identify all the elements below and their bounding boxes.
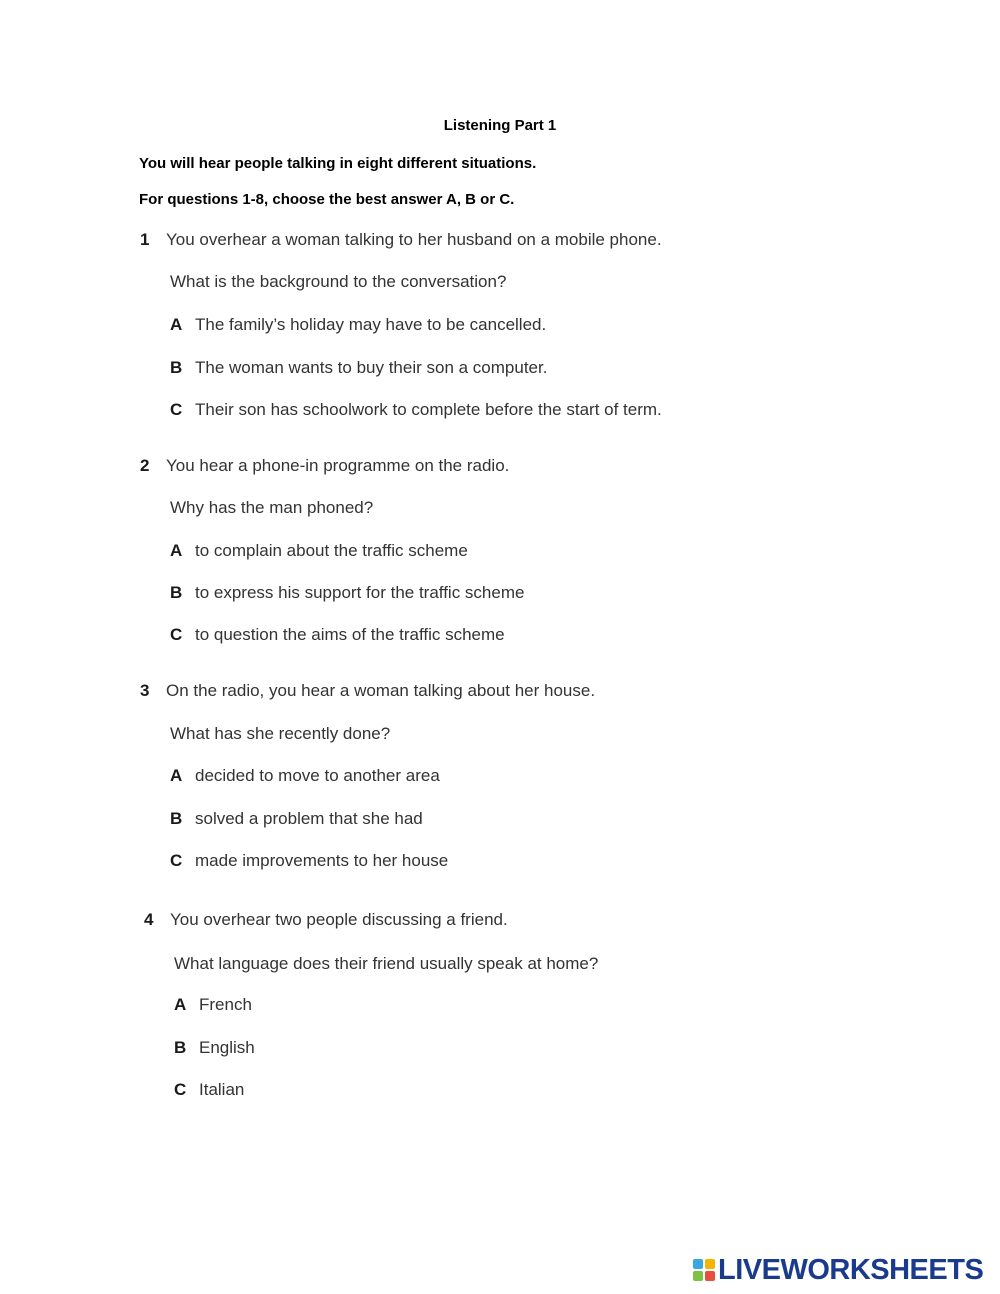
option-text: decided to move to another area — [195, 766, 440, 785]
question-2-stem — [140, 456, 509, 476]
question-number: 4 — [144, 910, 154, 929]
option-letter: B — [170, 809, 183, 828]
option-text: to question the aims of the traffic scheme — [195, 625, 505, 644]
question-2-option-c[interactable] — [170, 625, 505, 645]
question-number: 1 — [140, 230, 150, 249]
option-letter: C — [170, 400, 183, 419]
option-letter: B — [170, 358, 183, 377]
question-4-option-b[interactable] — [174, 1038, 255, 1058]
option-letter: A — [170, 315, 183, 334]
instruction-situations: You will hear people talking in eight different situations. — [139, 155, 537, 172]
question-3-option-b[interactable] — [170, 809, 423, 829]
question-1-prompt: What is the background to the conversation? — [170, 272, 507, 291]
page-title: Listening Part 1 — [443, 117, 557, 134]
option-letter: B — [170, 583, 183, 602]
option-text: to express his support for the traffic scheme — [195, 583, 525, 602]
logo-mark-icon — [693, 1259, 715, 1281]
question-2-option-a[interactable] — [170, 541, 468, 561]
question-4-option-c[interactable] — [174, 1080, 244, 1100]
option-letter: A — [170, 541, 183, 560]
logo-text: LIVEWORKSHEETS — [718, 1253, 984, 1286]
question-text: You overhear a woman talking to her husband on a mobile phone. — [166, 230, 662, 249]
option-letter: B — [174, 1038, 187, 1057]
option-text: solved a problem that she had — [195, 809, 423, 828]
question-1-stem — [140, 230, 662, 250]
option-letter: A — [170, 766, 183, 785]
option-letter: C — [170, 851, 183, 870]
option-text: made improvements to her house — [195, 851, 449, 870]
option-text: English — [199, 1038, 255, 1057]
question-4-option-a[interactable] — [174, 995, 252, 1015]
logo-square-blue — [693, 1259, 703, 1269]
question-3-option-c[interactable] — [170, 851, 448, 871]
instruction-choose: For questions 1-8, choose the best answer A, B or C. — [139, 191, 515, 208]
option-letter: A — [174, 995, 187, 1014]
option-text: Italian — [199, 1080, 245, 1099]
question-3-option-a[interactable] — [170, 766, 440, 786]
question-2-option-b[interactable] — [170, 583, 524, 603]
question-number: 2 — [140, 456, 150, 475]
question-4-stem — [144, 910, 508, 930]
question-4-prompt: What language does their friend usually speak at home? — [174, 954, 599, 973]
option-text: The woman wants to buy their son a computer. — [195, 358, 548, 377]
question-3-stem — [140, 681, 595, 701]
liveworksheets-logo[interactable] — [693, 1254, 983, 1286]
option-letter: C — [170, 625, 183, 644]
question-1-option-c[interactable] — [170, 400, 662, 420]
question-text: On the radio, you hear a woman talking about her house. — [166, 681, 596, 700]
option-text: Their son has schoolwork to complete before the start of term. — [195, 400, 662, 419]
option-letter: C — [174, 1080, 187, 1099]
question-text: You overhear two people discussing a friend. — [170, 910, 508, 929]
question-3-prompt: What has she recently done? — [170, 724, 391, 743]
question-1-option-b[interactable] — [170, 358, 547, 378]
question-number: 3 — [140, 681, 150, 700]
question-text: You hear a phone-in programme on the radio. — [166, 456, 510, 475]
option-text: French — [199, 995, 252, 1014]
logo-square-yellow — [705, 1259, 715, 1269]
option-text: The family’s holiday may have to be cancelled. — [195, 315, 547, 334]
logo-square-green — [693, 1271, 703, 1281]
question-2-prompt: Why has the man phoned? — [170, 498, 374, 517]
logo-square-red — [705, 1271, 715, 1281]
question-1-option-a[interactable] — [170, 315, 546, 335]
option-text: to complain about the traffic scheme — [195, 541, 468, 560]
